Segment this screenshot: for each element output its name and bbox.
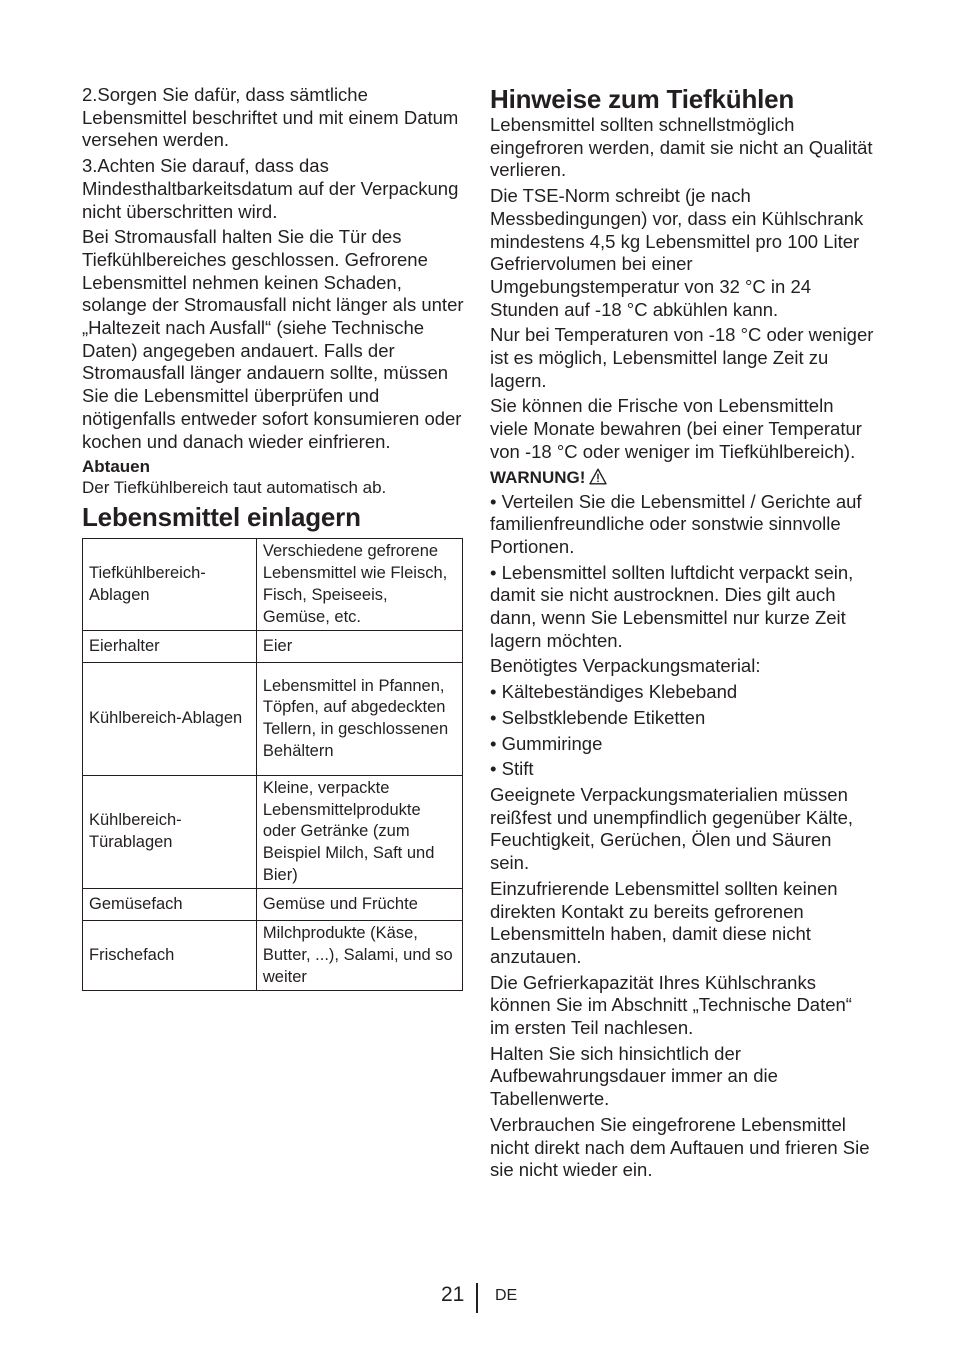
table-row [83,539,463,631]
intro-paragraph: Lebensmittel sollten schnellstmöglich eingefroren werden, damit sie nicht an Qualität verlieren. [490,114,873,181]
table-cell-content: Milchprodukte (Käse, Butter, ...), Salami, und so weiter [256,921,462,991]
warning-heading [490,467,874,491]
paragraph-best-before: 3.Achten Sie darauf, dass das Mindesthaltbarkeitsdatum auf der Verpackung nicht überschritten wird. [82,155,459,222]
closing-paragraph: Halten Sie sich hinsichtlich der Aufbewahrungsdauer immer an die Tabellenwerte. [490,1042,778,1110]
closing-paragraph: Geeignete Verpackungsmaterialien müssen reißfest und unempfindlich gegenüber Kälte, Feuchtigkeit, Gerüchen, Ölen und Säuren sein. [490,783,854,874]
paragraph-label-items: 2.Sorgen Sie dafür, dass sämtliche Lebensmittel beschriftet und mit einem Datum versehen werden. [82,84,459,151]
warning-label: WARNUNG! [490,467,586,487]
footer-divider [476,1283,478,1313]
materials-list-item: • Gummiringe [490,732,603,754]
table-row [83,663,463,776]
table-cell-content: Kleine, verpackte Lebensmittelprodukte oder Getränke (zum Beispiel Milch, Saft und Bier) [256,776,462,889]
materials-intro: Benötigtes Verpackungsmaterial: [490,655,761,677]
defrost-heading: Abtauen [82,457,150,477]
right-column [490,84,874,1185]
intro-paragraph: Die TSE-Norm schreibt (je nach Messbedingungen) vor, dass ein Kühlschrank mindestens 4,5 kg Lebensmittel pro 100 Liter Gefriervolumen bei einer Umgebungstemperatur von 32 °C in 24 Stunden auf -18 °C abkühlen kann. [490,185,864,320]
table-cell-place: Kühlbereich-Türablagen [83,776,257,889]
storage-table [82,538,463,991]
closing-paragraph: Verbrauchen Sie eingefrorene Lebensmittel nicht direkt nach dem Auftauen und frieren Sie sie nicht wieder ein. [490,1113,870,1181]
intro-paragraph: Nur bei Temperaturen von -18 °C oder weniger ist es möglich, Lebensmittel lange Zeit zu lagern. [490,324,874,391]
materials-list-item: • Selbstklebende Etiketten [490,706,706,728]
materials-list-item: • Stift [490,758,534,780]
table-row [83,921,463,991]
warning-point: • Lebensmittel sollten luftdicht verpackt sein, damit sie nicht austrocknen. Dies gilt auch dann, wenn Sie Lebensmittel nur kurze Zeit lagern möchten. [490,561,854,651]
table-cell-content: Eier [256,631,462,663]
table-cell-place: Kühlbereich-Ablagen [83,663,257,776]
table-row [83,889,463,921]
table-cell-place: Eierhalter [83,631,257,663]
table-row [83,776,463,889]
table-cell-content: Verschiedene gefrorene Lebensmittel wie Fleisch, Fisch, Speiseeis, Gemüse, etc. [256,539,462,631]
table-cell-content: Gemüse und Früchte [256,889,462,921]
freezing-heading: Hinweise zum Tiefkühlen [490,84,795,114]
storage-heading: Lebensmittel einlagern [82,502,361,533]
table-cell-content: Lebensmittel in Pfannen, Töpfen, auf abgedeckten Tellern, in geschlossenen Behältern [256,663,462,776]
defrost-text: Der Tiefkühlbereich taut automatisch ab. [82,478,387,498]
table-row [83,631,463,663]
table-cell-place: Gemüsefach [83,889,257,921]
materials-list-item: • Kältebeständiges Klebeband [490,681,738,703]
page-footer [0,1280,954,1316]
page-number: 21 [441,1283,465,1306]
warning-point: • Verteilen Sie die Lebensmittel / Gerichte auf familienfreundliche oder sonstwie sinnvolle Portionen. [490,490,862,557]
warning-triangle-icon [589,468,607,491]
table-cell-place: Tiefkühlbereich-Ablagen [83,539,257,631]
intro-paragraph: Sie können die Frische von Lebensmitteln viele Monate bewahren (bei einer Temperatur von -18 °C oder weniger im Tiefkühlbereich). [490,395,862,462]
closing-paragraph: Die Gefrierkapazität Ihres Kühlschranks können Sie im Abschnitt „Technische Daten“ im ersten Teil nachlesen. [490,971,852,1039]
paragraph-power-outage: Bei Stromausfall halten Sie die Tür des Tiefkühlbereiches geschlossen. Gefrorene Lebensmittel nehmen keinen Schaden, solange der Stromausfall nicht länger als unter „Haltezeit nach Ausfall“ (siehe Technische Daten) angegeben andauert. Falls der Stromausfall länger andauern sollte, müssen Sie die Lebensmittel überprüfen und nötigenfalls entweder sofort konsumieren oder kochen und danach wieder einfrieren. [82,226,464,452]
table-cell-place: Frischefach [83,921,257,991]
language-code: DE [495,1287,518,1304]
closing-paragraph: Einzufrierende Lebensmittel sollten keinen direkten Kontakt zu bereits gefrorenen Lebensmitteln haben, damit diese nicht anzutauen. [490,877,838,967]
left-column [82,84,464,991]
